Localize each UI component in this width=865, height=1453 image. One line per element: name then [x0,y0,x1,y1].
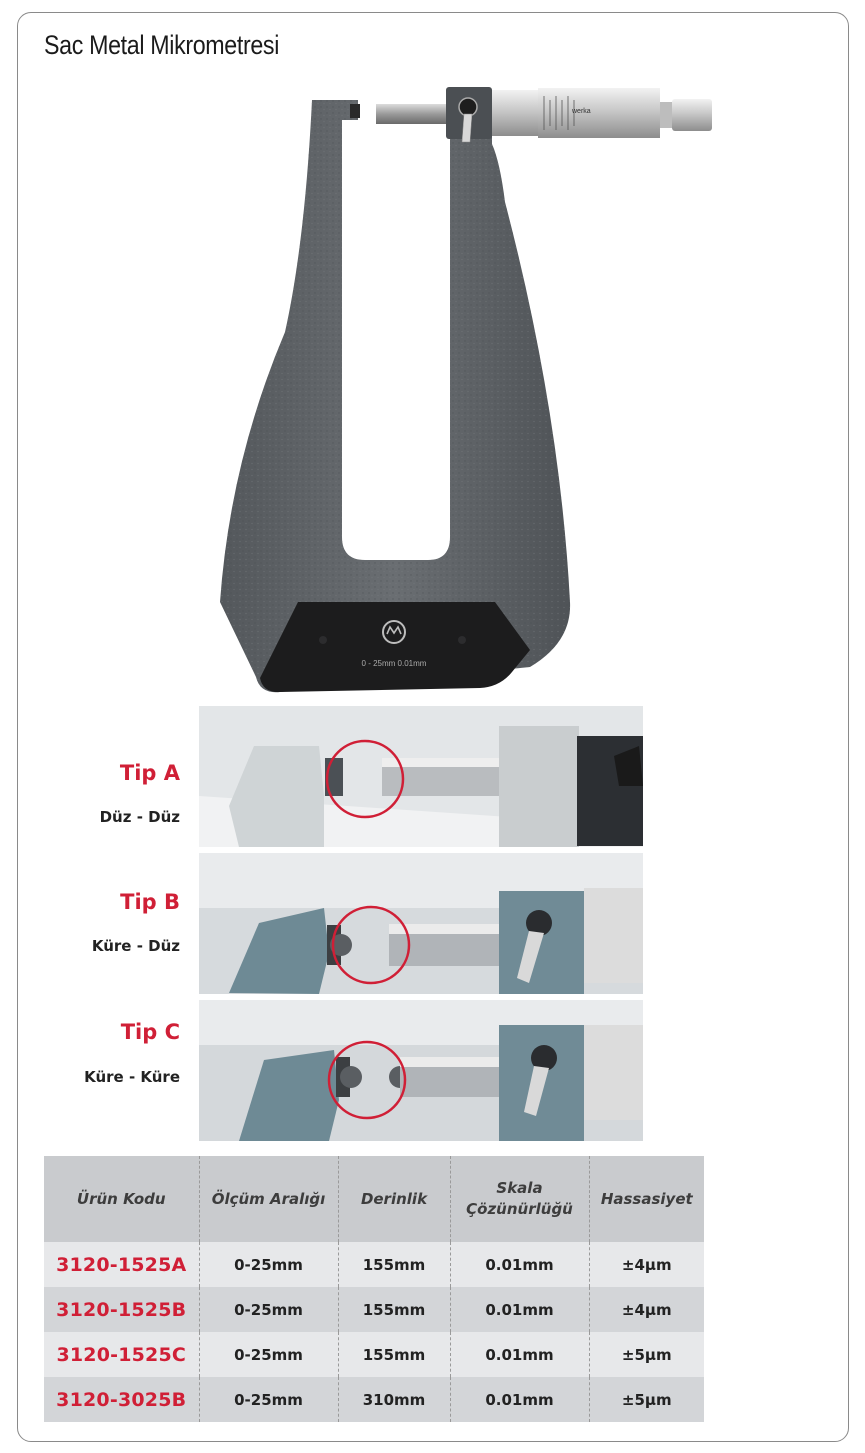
frame-label: 0 - 25mm 0.01mm [361,659,427,668]
lock-knob-icon [459,98,477,116]
table-row [44,1242,704,1287]
tip-b-title: Tip B [120,890,180,914]
accuracy-cell: ±4µm [589,1242,704,1287]
header-resolution-line1: Skala [496,1179,543,1197]
header-resolution [450,1156,589,1242]
resolution-cell: 0.01mm [450,1242,589,1287]
product-code-cell: 3120-3025B [44,1377,199,1422]
table-row [44,1332,704,1377]
page-title: Sac Metal Mikrometresi [44,30,280,60]
table-row [44,1287,704,1332]
range-cell: 0-25mm [199,1332,338,1377]
product-code-cell: 3120-1525B [44,1287,199,1332]
tip-a-subtitle: Düz - Düz [99,808,180,826]
header-accuracy: Hassasiyet [589,1156,704,1242]
table-header-row [44,1156,704,1242]
tip-a-title: Tip A [119,761,180,785]
product-code-cell: 3120-1525C [44,1332,199,1377]
accuracy-cell: ±4µm [589,1287,704,1332]
header-resolution-line2: Çözünürlüğü [466,1200,573,1218]
header-product-code: Ürün Kodu [44,1156,199,1242]
accuracy-cell: ±5µm [589,1377,704,1422]
sleeve [492,90,538,136]
product-code-cell: 3120-1525A [44,1242,199,1287]
resolution-cell: 0.01mm [450,1332,589,1377]
spindle [376,104,448,124]
resolution-cell: 0.01mm [450,1287,589,1332]
ratchet [672,99,712,131]
tip-c-title: Tip C [120,1020,180,1044]
range-cell: 0-25mm [199,1377,338,1422]
nameplate [260,602,530,692]
header-measuring-range: Ölçüm Aralığı [199,1156,338,1242]
tip-b-photo [199,853,643,994]
resolution-cell: 0.01mm [450,1377,589,1422]
depth-cell: 310mm [338,1377,450,1422]
lock-lever [462,114,472,142]
header-depth: Derinlik [338,1156,450,1242]
tip-a-photo [199,706,643,847]
depth-cell: 155mm [338,1287,450,1332]
tip-b-subtitle: Küre - Düz [91,937,180,955]
tip-c-subtitle: Küre - Küre [84,1068,180,1086]
micrometer-image [200,82,730,697]
table-row [44,1377,704,1422]
brand-text: werka [572,108,591,115]
tip-c-photo [199,1000,643,1141]
specs-table [44,1156,704,1422]
accuracy-cell: ±5µm [589,1332,704,1377]
range-cell: 0-25mm [199,1242,338,1287]
depth-cell: 155mm [338,1332,450,1377]
depth-cell: 155mm [338,1242,450,1287]
range-cell: 0-25mm [199,1287,338,1332]
